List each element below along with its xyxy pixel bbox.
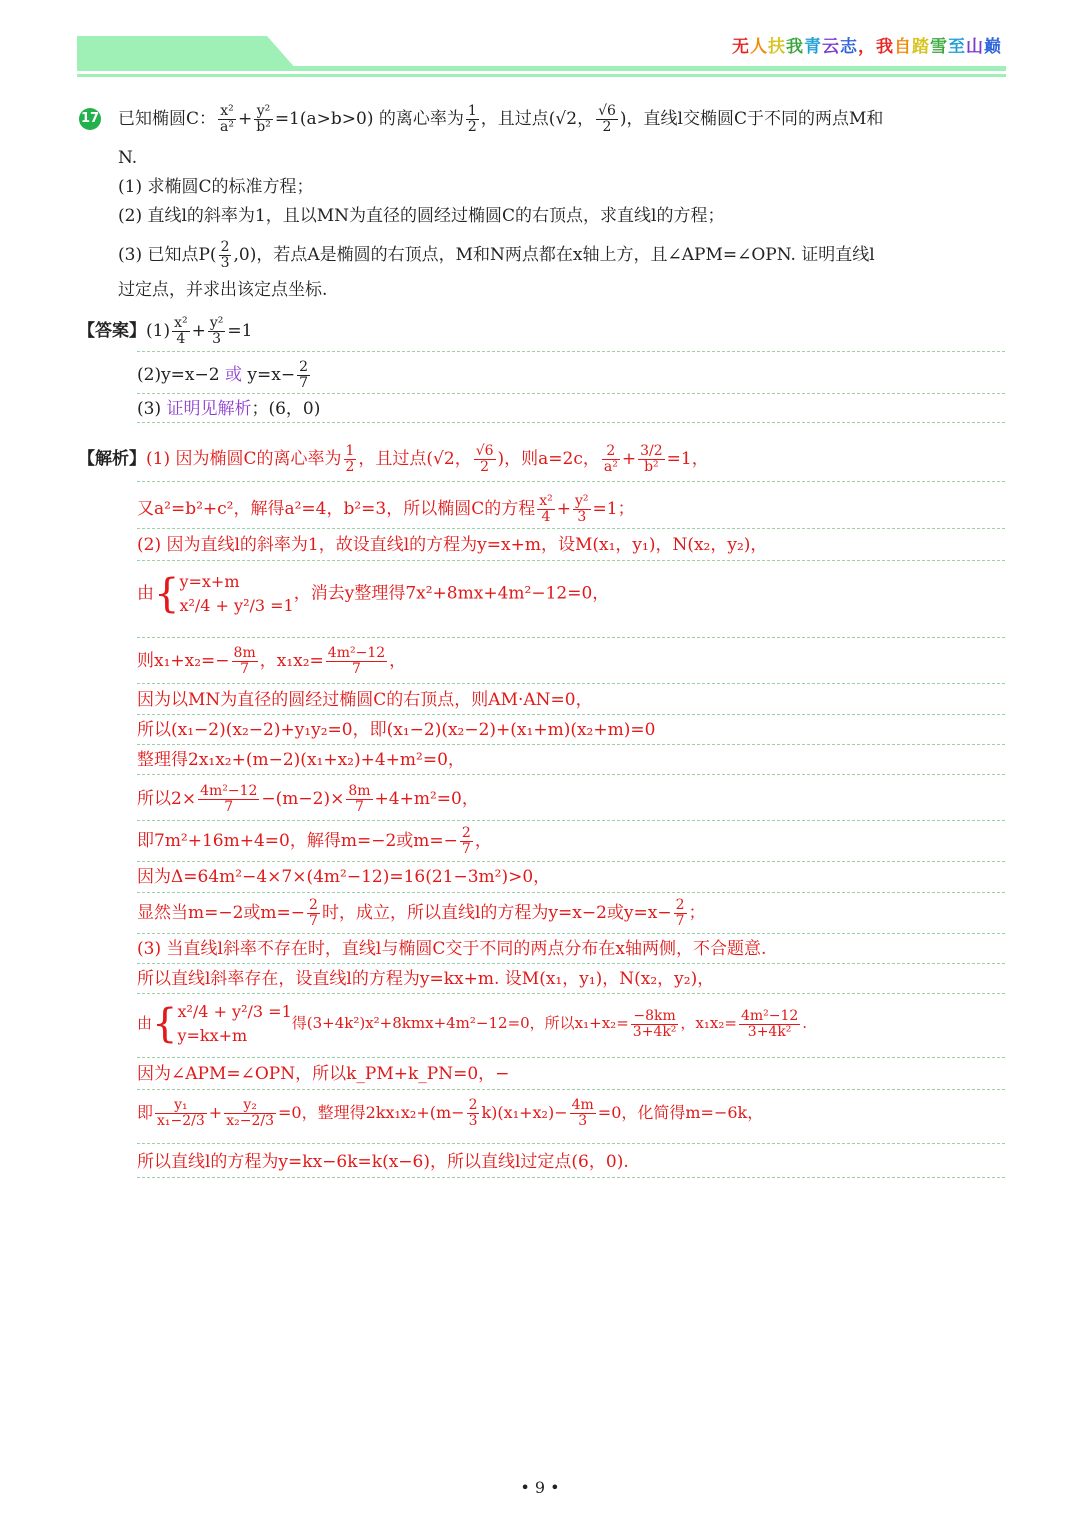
answer-line3: (3) 证明见解析；(6，0) — [137, 399, 321, 419]
divider — [137, 892, 1005, 893]
analysis-line2: 又a²=b²+c²，解得a²=4，b²=3，所以椭圆C的方程 $\frac{\text{x²}}{4}$ + $\frac{\text{y²}}{3}$ =1； — [137, 493, 635, 525]
analysis-line16: 因为∠APM=∠OPN，所以k_PM+k_PN=0，− — [137, 1064, 510, 1084]
page-number: • 9 • — [520, 1478, 560, 1497]
analysis-label: 【解析】 — [78, 449, 146, 469]
divider — [137, 744, 1005, 745]
header-rule — [77, 66, 1006, 71]
divider — [137, 1089, 1005, 1090]
analysis-line6: 因为以MN为直径的圆经过椭圆C的右顶点，则AM·AN=0， — [137, 690, 593, 710]
divider — [137, 1143, 1005, 1144]
divider — [137, 422, 1005, 423]
analysis-line7: 所以(x₁−2)(x₂−2)+y₁y₂=0，即(x₁−2)(x₂−2)+(x₁+m)(x₂+m)=0 — [137, 720, 656, 740]
divider — [137, 351, 1005, 352]
answer-line2: (2)y=x−2 或 y=x− $\frac{2}{7}$ — [137, 359, 308, 391]
divider — [137, 774, 1005, 775]
analysis-line13: (3) 当直线l斜率不存在时，直线l与椭圆C交于不同的两点分布在x轴两侧，不合题意. — [137, 939, 767, 959]
header-motto: 无人扶我青云志，我自踏雪至山巅 — [732, 37, 1002, 57]
question-part2: (2) 直线l的斜率为1，且以MN为直径的圆经过椭圆C的右顶点，求直线l的方程； — [118, 206, 725, 226]
analysis-line4: 由{ y=x+m x²/4 + y²/3 =1 ，消去y整理得7x²+8mx+4m²−12=0， — [137, 571, 610, 617]
answer-line1: 【答案】(1) $\frac{\text{x²}}{4}$ + $\frac{\text{y²}}{3}$ =1 — [78, 315, 253, 347]
analysis-line18: 所以直线l的方程为y=kx−6k=k(x−6)，所以直线l过定点(6，0). — [137, 1152, 629, 1172]
answer-label: 【答案】 — [78, 321, 146, 341]
page-header — [77, 30, 1006, 80]
header-rule-thin — [77, 74, 1006, 77]
header-tab — [77, 36, 377, 70]
divider — [137, 1177, 1005, 1178]
divider — [137, 683, 1005, 684]
analysis-line12: 显然当m=−2或m=− $\frac{2}{7}$ 时，成立，所以直线l的方程为y=x−2或y=x− $\frac{2}{7}$ ； — [137, 897, 706, 929]
analysis-line10: 即7m²+16m+4=0，解得m=−2或m=− $\frac{2}{7}$ ， — [137, 825, 492, 857]
analysis-line9: 所以2× $\frac{\text{4m²−12}}{7}$ −(m−2)× $\frac{8m}{7}$ +4+m²=0， — [137, 783, 479, 815]
question-stem-line2: N. — [118, 148, 138, 168]
divider — [137, 993, 1005, 994]
analysis-line8: 整理得2x₁x₂+(m−2)(x₁+x₂)+4+m²=0， — [137, 750, 465, 770]
analysis-line15: 由{ x²/4 + y²/3 =1 y=kx+m 得(3+4k²)x²+8kmx+4m²−12=0，所以x₁+x₂= $\frac{-8km}{\text{3+4k²}}$ ，x₁x₂= $\frac{\text{4m²−12}}{\text{3+4k²}}$ . — [137, 1001, 808, 1047]
question-part3-line1: (3) 已知点P( $\frac{2}{3}$ ,0)，若点A是椭圆的右顶点，M和N两点都在x轴上方，且∠APM=∠OPN. 证明直线l — [118, 239, 875, 271]
divider — [137, 1057, 1005, 1058]
divider — [137, 560, 1005, 561]
divider — [137, 861, 1005, 862]
divider — [137, 963, 1005, 964]
divider — [137, 481, 1005, 482]
divider — [137, 714, 1005, 715]
analysis-line3: (2) 因为直线l的斜率为1，故设直线l的方程为y=x+m，设M(x₁，y₁)，N(x₂，y₂)， — [137, 535, 768, 555]
divider — [137, 393, 1005, 394]
analysis-line5: 则x₁+x₂=− $\frac{8m}{7}$ ，x₁x₂= $\frac{\text{4m²−12}}{7}$ ， — [137, 645, 407, 677]
question-number-badge: 17 — [79, 108, 101, 130]
analysis-line11: 因为Δ=64m²−4×7×(4m²−12)=16(21−3m²)>0， — [137, 867, 551, 887]
divider — [137, 528, 1005, 529]
question-part1: (1) 求椭圆C的标准方程； — [118, 177, 314, 197]
question-stem-line1: 已知椭圆C： $\frac{\text{x²}}{\text{a²}}$ + $\frac{\text{y²}}{\text{b²}}$ =1(a>b>0) 的离心率为 $\frac{1}{2}$ ，且过点(√2， $\frac{√6}{2}$ )，直线l交椭圆C于不同的两点M和 — [118, 103, 884, 135]
divider — [137, 820, 1005, 821]
analysis-line1: 【解析】(1) 因为椭圆C的离心率为 $\frac{1}{2}$ ，且过点(√2， $\frac{√6}{2}$ )，则a=2c， $\frac{2}{\text{a²}}$ + $\frac{3/2}{\text{b²}}$ =1， — [78, 443, 709, 475]
divider — [137, 637, 1005, 638]
question-part3-line2: 过定点，并求出该定点坐标. — [118, 280, 328, 300]
analysis-line14: 所以直线l斜率存在，设直线l的方程为y=kx+m. 设M(x₁，y₁)，N(x₂，y₂)， — [137, 969, 715, 989]
divider — [137, 933, 1005, 934]
analysis-line17: 即 $\frac{\text{y₁}}{\text{x₁−2/3}}$ + $\frac{\text{y₂}}{\text{x₂−2/3}}$ =0，整理得2kx₁x₂+(m− $\frac{2}{3}$ k)(x₁+x₂)− $\frac{4m}{3}$ =0，化简得m=−6k， — [137, 1097, 764, 1129]
